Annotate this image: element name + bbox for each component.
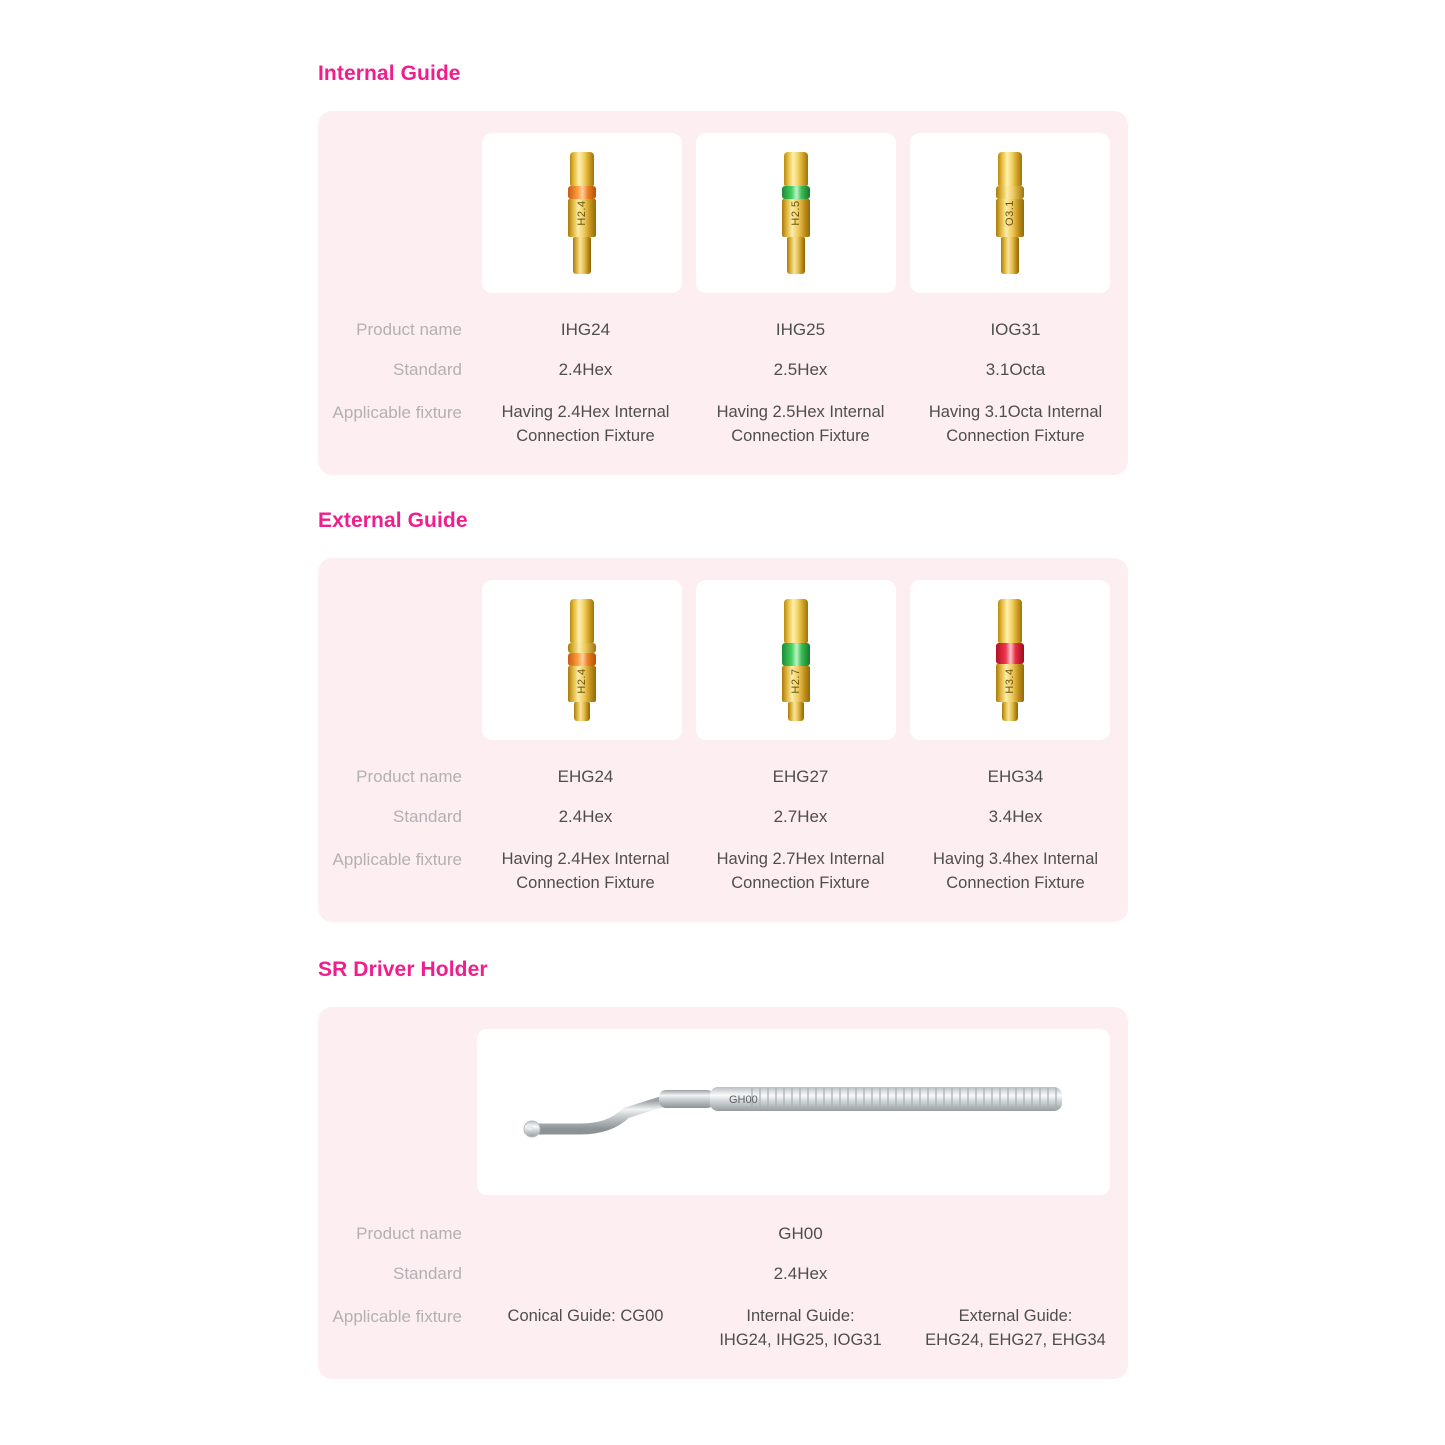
cell-standard: 2.4Hex bbox=[558, 360, 613, 380]
cell-applicable-fixture: Having 3.1Octa Internal Connection Fixture bbox=[928, 402, 1103, 446]
section-internal-guide bbox=[318, 62, 1128, 475]
row-label-product-name: Product name bbox=[356, 767, 462, 786]
holder-engraving-label: GH00 bbox=[728, 1094, 758, 1106]
sr-driver-holder-panel bbox=[318, 1007, 1128, 1379]
driver-size-label: H2.4 bbox=[576, 200, 588, 226]
product-image-card bbox=[482, 580, 682, 740]
driver-size-label: O3.1 bbox=[1004, 200, 1016, 226]
product-image-card bbox=[696, 133, 896, 293]
sr-driver-holder-spec-table bbox=[318, 1221, 1110, 1353]
product-image-card bbox=[910, 133, 1110, 293]
cell-applicable-fixture-conical bbox=[478, 1288, 693, 1329]
cell-applicable-fixture: Having 2.5Hex Internal Connection Fixture bbox=[716, 402, 885, 446]
section-external-guide bbox=[318, 509, 1128, 922]
external-guide-spec-table bbox=[318, 764, 1110, 896]
internal-guide-image-row bbox=[318, 133, 1110, 293]
internal-hex-driver-icon bbox=[559, 152, 605, 274]
product-image-card bbox=[477, 1029, 1110, 1195]
cell-applicable-fixture: Having 2.4Hex Internal Connection Fixture bbox=[501, 402, 670, 446]
external-guide-image-row bbox=[318, 580, 1110, 740]
internal-guide-panel bbox=[318, 111, 1128, 475]
cell-product-name: EHG24 bbox=[557, 767, 614, 786]
cell-product-name: EHG34 bbox=[987, 767, 1044, 786]
internal-hex-driver-icon bbox=[773, 152, 819, 274]
row-label-standard: Standard bbox=[393, 1264, 462, 1284]
section-title-internal-guide: Internal Guide bbox=[318, 62, 461, 85]
driver-size-label: H2.5 bbox=[790, 200, 802, 226]
cell-product-name: IOG31 bbox=[990, 320, 1041, 339]
row-label-standard: Standard bbox=[393, 807, 462, 827]
row-label-product-name: Product name bbox=[356, 320, 462, 339]
cell-applicable-fixture: Having 3.4hex Internal Connection Fixture bbox=[932, 849, 1099, 893]
cell-applicable-fixture: Having 2.4Hex Internal Connection Fixture bbox=[501, 849, 670, 893]
driver-size-label: H2.4 bbox=[576, 668, 588, 694]
section-sr-driver-holder bbox=[318, 958, 1128, 1379]
external-hex-driver-icon bbox=[559, 599, 605, 721]
cell-standard: 2.4Hex bbox=[773, 1264, 828, 1284]
row-label-applicable-fixture: Applicable fixture bbox=[332, 849, 462, 869]
external-hex-driver-icon bbox=[773, 599, 819, 721]
cell-product-name: EHG27 bbox=[772, 767, 829, 786]
fixture-line-1: External Guide: bbox=[958, 1306, 1073, 1325]
product-image-card bbox=[910, 580, 1110, 740]
cell-applicable-fixture: Having 2.7Hex Internal Connection Fixture bbox=[716, 849, 885, 893]
cell-product-name: IHG25 bbox=[775, 320, 826, 339]
cell-standard: 3.1Octa bbox=[985, 360, 1046, 380]
fixture-line-2: EHG24, EHG27, EHG34 bbox=[925, 1331, 1106, 1350]
row-label-applicable-fixture: Applicable fixture bbox=[332, 1306, 462, 1326]
driver-size-label: H3.4 bbox=[1004, 668, 1016, 694]
fixture-line-2: IHG24, IHG25, IOG31 bbox=[719, 1331, 882, 1350]
row-label-product-name: Product name bbox=[356, 1224, 462, 1243]
driver-size-label: H2.7 bbox=[790, 668, 802, 694]
cell-product-name: GH00 bbox=[778, 1224, 823, 1243]
sr-driver-holder-icon bbox=[514, 1057, 1074, 1167]
cell-standard: 2.5Hex bbox=[773, 360, 828, 380]
internal-octa-driver-icon bbox=[987, 152, 1033, 274]
fixture-line-1: Conical Guide: CG00 bbox=[507, 1306, 664, 1325]
cell-applicable-fixture-internal bbox=[693, 1288, 908, 1354]
product-image-card bbox=[482, 133, 682, 293]
cell-standard: 2.4Hex bbox=[558, 807, 613, 827]
cell-product-name: IHG24 bbox=[560, 320, 611, 339]
cell-standard: 2.7Hex bbox=[773, 807, 828, 827]
section-title-sr-driver-holder: SR Driver Holder bbox=[318, 958, 488, 981]
section-title-external-guide: External Guide bbox=[318, 509, 468, 532]
external-hex-driver-icon bbox=[987, 599, 1033, 721]
fixture-line-1: Internal Guide: bbox=[746, 1306, 855, 1325]
cell-applicable-fixture-external bbox=[908, 1288, 1123, 1354]
internal-guide-spec-table bbox=[318, 317, 1110, 449]
external-guide-panel bbox=[318, 558, 1128, 922]
row-label-standard: Standard bbox=[393, 360, 462, 380]
cell-standard: 3.4Hex bbox=[988, 807, 1043, 827]
row-label-applicable-fixture: Applicable fixture bbox=[332, 402, 462, 422]
product-image-card bbox=[696, 580, 896, 740]
